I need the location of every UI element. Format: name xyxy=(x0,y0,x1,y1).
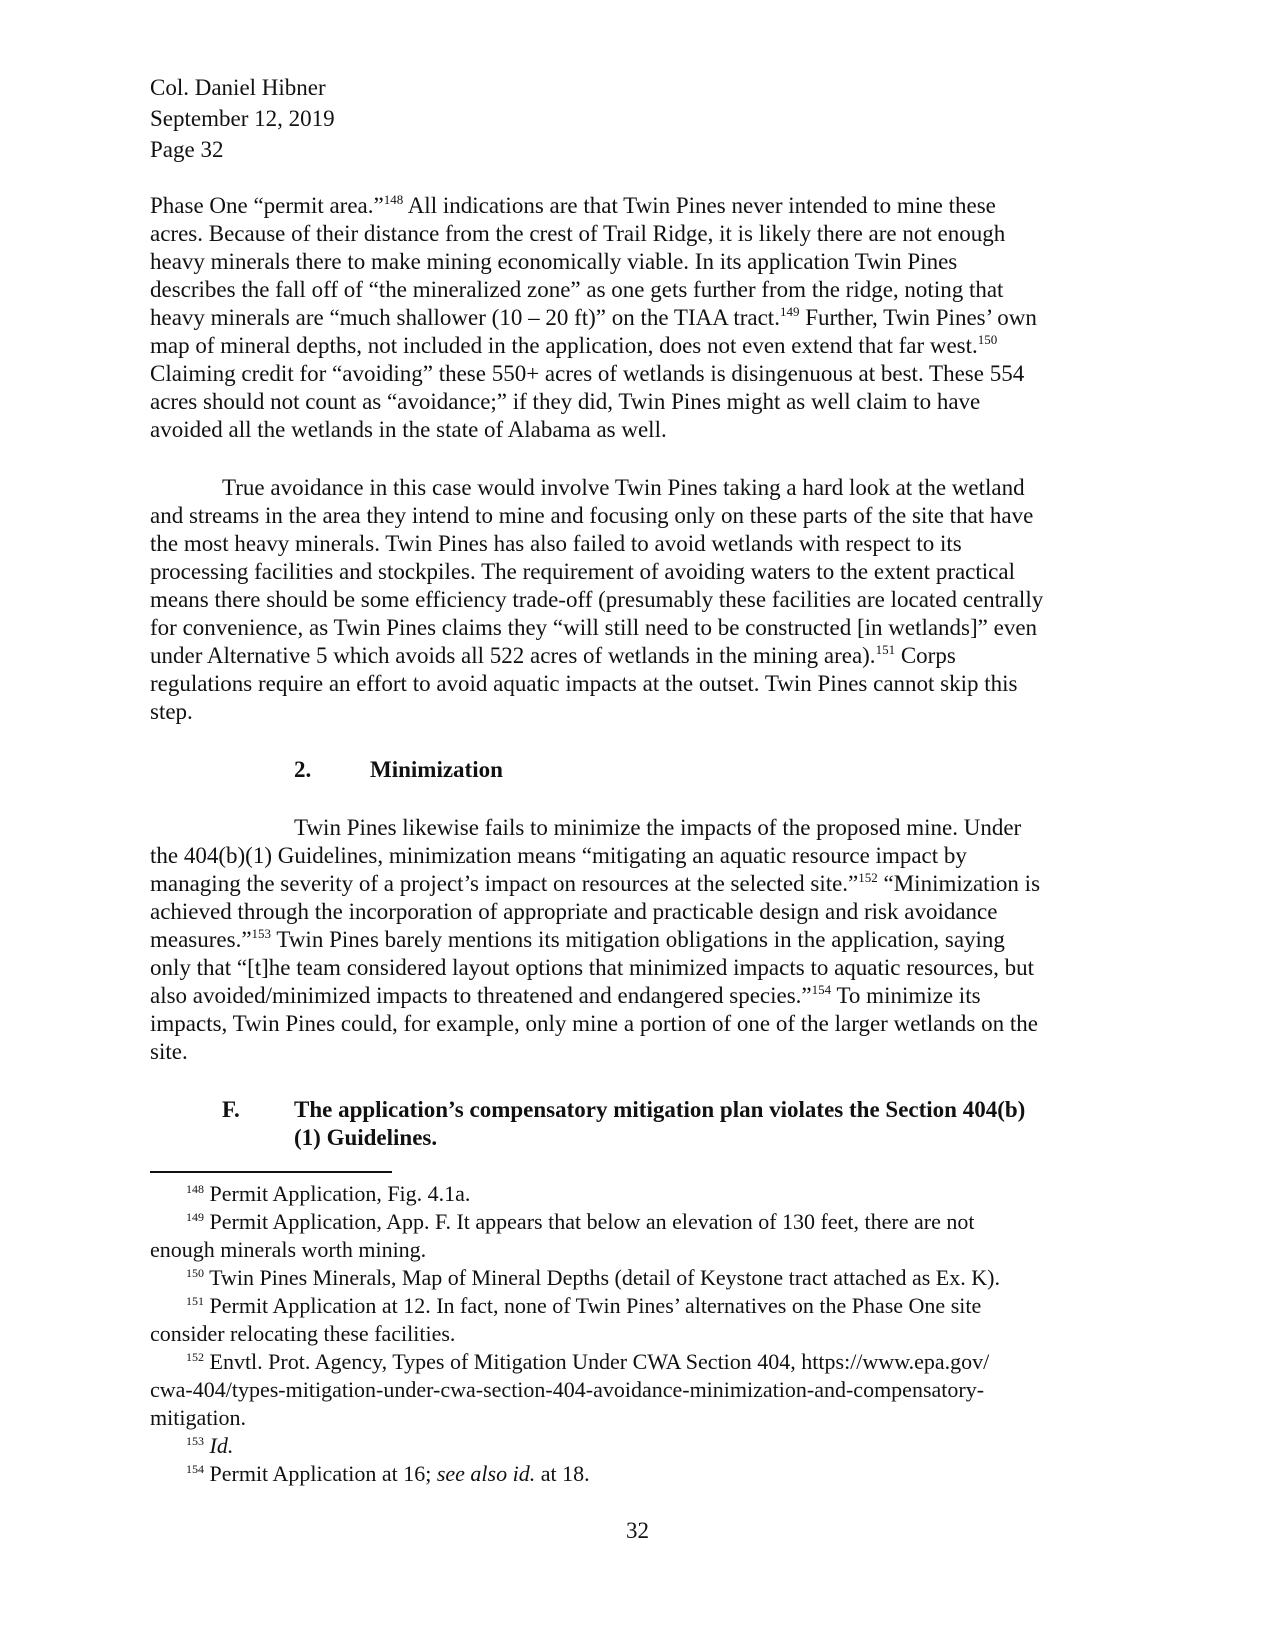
footnote-152-cont: mitigation. xyxy=(150,1405,246,1430)
text-line: measures.”$^{153}$ Twin Pines barely mentions its mitigation obligations in the application, saying xyxy=(150,926,1005,952)
text-line: Twin Pines likewise fails to minimize the impacts of the proposed mine. Under xyxy=(294,815,1022,840)
footnote-152-link[interactable]: cwa-404/types-mitigation-under-cwa-section-404-avoidance-minimization-and-compensatory- xyxy=(150,1377,985,1402)
footnote-149: $^{149}$ Permit Application, App. F. It appears that below an elevation of 130 feet, there are not xyxy=(186,1209,975,1234)
letter-header xyxy=(150,72,335,165)
text-line: step. xyxy=(150,699,193,724)
text-line: under Alternative 5 which avoids all 522 acres of wetlands in the mining area).$^{151}$ Corps xyxy=(150,642,956,668)
footnote-separator xyxy=(150,1171,392,1173)
footnote-148: $^{148}$ Permit Application, Fig. 4.1a. xyxy=(186,1181,471,1206)
text-line: for convenience, as Twin Pines claims they “will still need to be constructed [in wetlands]” even xyxy=(150,615,1038,640)
footnote-ref[interactable]: 149 xyxy=(779,304,800,319)
text-line: means there should be some efficiency trade-off (presumably these facilities are located centrally xyxy=(150,587,1044,612)
heading-title-cont: (1) Guidelines. xyxy=(294,1125,438,1150)
footnote-ref[interactable]: 151 xyxy=(875,642,896,657)
footnote-152: $^{152}$ Envtl. Prot. Agency, Types of Mitigation Under CWA Section 404, https://www.epa.gov/ xyxy=(186,1349,990,1374)
text-line: map of mineral depths, not included in the application, does not even extend that far west.$^{150}$ xyxy=(150,332,998,358)
text-line: and streams in the area they intend to mine and focusing only on these parts of the site that have xyxy=(150,503,1034,528)
header-page-label: Page 32 xyxy=(150,137,224,162)
heading-number: 2. xyxy=(294,757,312,782)
text-line: acres. Because of their distance from the crest of Trail Ridge, it is likely there are not enough xyxy=(150,221,1006,246)
text-line: heavy minerals are “much shallower (10 – 20 ft)” on the TIAA tract.$^{149}$ Further, Twin Pines’ own xyxy=(150,304,1037,330)
footnote-ref[interactable]: 150 xyxy=(977,332,998,347)
heading-title: Minimization xyxy=(370,757,503,782)
text-line: the 404(b)(1) Guidelines, minimization means “mitigating an aquatic resource impact by xyxy=(150,843,967,868)
text-line: describes the fall off of “the mineralized zone” as one gets further from the ridge, noting that xyxy=(150,277,1004,302)
footnote-151: $^{151}$ Permit Application at 12. In fact, none of Twin Pines’ alternatives on the Phase One site xyxy=(186,1293,982,1318)
text-line: avoided all the wetlands in the state of Alabama as well. xyxy=(150,417,667,442)
text-line: Phase One “permit area.”$^{148}$ All indications are that Twin Pines never intended to mine these xyxy=(150,192,996,218)
recipient-name: Col. Daniel Hibner xyxy=(150,75,326,100)
footnote-151-cont: consider relocating these facilities. xyxy=(150,1321,456,1346)
text-line: managing the severity of a project’s impact on resources at the selected site.”$^{152}$ “Minimization is xyxy=(150,870,1041,896)
text-line: impacts, Twin Pines could, for example, only mine a portion of one of the larger wetlands on the xyxy=(150,1011,1038,1036)
heading-letter: F. xyxy=(222,1097,240,1122)
text-line: also avoided/minimized impacts to threatened and endangered species.”$^{154}$ To minimize its xyxy=(150,982,981,1008)
text-line: the most heavy minerals. Twin Pines has also failed to avoid wetlands with respect to its xyxy=(150,531,962,556)
footnote-ref[interactable]: 152 xyxy=(858,870,878,885)
heading-title: The application’s compensatory mitigation plan violates the Section 404(b) xyxy=(294,1097,1026,1122)
letter-date: September 12, 2019 xyxy=(150,106,335,131)
text-line: regulations require an effort to avoid aquatic impacts at the outset. Twin Pines cannot skip this xyxy=(150,671,1018,696)
footnote-149-cont: enough minerals worth mining. xyxy=(150,1237,427,1262)
text-line: heavy minerals there to make mining economically viable. In its application Twin Pines xyxy=(150,249,958,274)
footnote-ref[interactable]: 154 xyxy=(811,982,832,997)
footnote-ref[interactable]: 153 xyxy=(251,926,272,941)
text-line: Claiming credit for “avoiding” these 550+ acres of wetlands is disingenuous at best. These 554 xyxy=(150,361,1025,386)
footnote-150: $^{150}$ Twin Pines Minerals, Map of Mineral Depths (detail of Keystone tract attached as Ex. K). xyxy=(186,1265,1000,1290)
text-line: acres should not count as “avoidance;” if they did, Twin Pines might as well claim to have xyxy=(150,389,981,414)
footnote-ref[interactable]: 148 xyxy=(383,192,404,207)
text-line: only that “[t]he team considered layout options that minimized impacts to aquatic resources, but xyxy=(150,955,1034,980)
text-line: True avoidance in this case would involve Twin Pines taking a hard look at the wetland xyxy=(222,475,1025,500)
text-line: site. xyxy=(150,1039,188,1064)
footnote-154: $^{154}$ Permit Application at 16; see also id. at 18. xyxy=(186,1461,590,1486)
text-line: processing facilities and stockpiles. The requirement of avoiding waters to the extent practical xyxy=(150,559,1015,584)
footnote-153: $^{153}$ Id. xyxy=(186,1433,234,1458)
page-number: 32 xyxy=(626,1518,649,1543)
text-line: achieved through the incorporation of appropriate and practicable design and risk avoidance xyxy=(150,899,998,924)
